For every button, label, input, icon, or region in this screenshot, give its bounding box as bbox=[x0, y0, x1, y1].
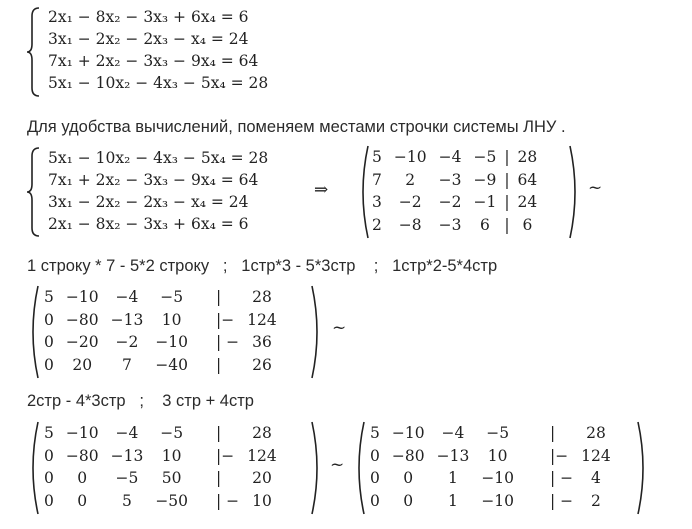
right-paren-matrix-b bbox=[310, 284, 324, 380]
note-swap-rows: Для удобства вычислений, поменяем местами строчки системы ЛНУ . bbox=[27, 118, 566, 136]
matrix-cell: 0 bbox=[44, 491, 54, 510]
matrix-separator: |− bbox=[550, 446, 569, 465]
left-brace-system2 bbox=[26, 146, 42, 238]
matrix-cell: 0 bbox=[77, 491, 88, 510]
matrix-cell: 0 bbox=[370, 446, 380, 465]
matrix-cell: −9 bbox=[473, 170, 497, 189]
matrix-c-row bbox=[38, 467, 283, 490]
matrix-a-row bbox=[366, 214, 543, 237]
matrix-cell: −5 bbox=[115, 469, 139, 488]
matrix-cell: 28 bbox=[586, 424, 606, 443]
matrix-cell: 20 bbox=[72, 355, 93, 374]
note-row-operations-2: 2стр - 4*3стр ; 3 стр + 4стр bbox=[27, 392, 254, 410]
matrix-separator: | − bbox=[550, 491, 574, 510]
system1-eq-2: 3x₁ − 2x₂ − 2x₃ − x₄ = 24 bbox=[48, 30, 249, 48]
matrix-cell: 24 bbox=[517, 193, 538, 212]
matrix-a-row bbox=[366, 169, 543, 192]
matrix-cell: −3 bbox=[438, 170, 462, 189]
matrix-d-row bbox=[364, 422, 617, 445]
matrix-cell: −5 bbox=[160, 424, 184, 443]
matrix-cell: 2 bbox=[372, 215, 382, 234]
system1-eq-1: 2x₁ − 8x₂ − 3x₃ + 6x₄ = 6 bbox=[48, 8, 249, 26]
right-paren-matrix-c bbox=[310, 420, 324, 516]
matrix-cell: 124 bbox=[247, 310, 277, 329]
matrix-cell: −2 bbox=[115, 333, 139, 352]
matrix-cell: −13 bbox=[110, 310, 144, 329]
matrix-cell: 7 bbox=[372, 170, 382, 189]
matrix-cell: −13 bbox=[110, 446, 144, 465]
matrix-d-row bbox=[364, 490, 617, 513]
system2-eq-2: 7x₁ + 2x₂ − 3x₃ − 9x₄ = 64 bbox=[48, 171, 259, 189]
left-brace-system1 bbox=[26, 6, 42, 98]
matrix-cell: 0 bbox=[44, 333, 54, 352]
right-paren-matrix-a bbox=[568, 144, 582, 240]
matrix-cell: −10 bbox=[393, 148, 427, 167]
matrix-separator: | bbox=[216, 288, 222, 307]
matrix-cell: 2 bbox=[405, 170, 416, 189]
matrix-separator: | bbox=[550, 424, 556, 443]
matrix-cell: −40 bbox=[155, 355, 189, 374]
matrix-cell: −10 bbox=[65, 424, 99, 443]
matrix-cell: −4 bbox=[115, 288, 139, 307]
matrix-cell: 28 bbox=[252, 424, 272, 443]
matrix-cell: 2 bbox=[591, 491, 601, 510]
augmented-matrix-d bbox=[364, 422, 617, 512]
matrix-cell: 10 bbox=[252, 491, 272, 510]
equivalence-tilde-3: ~ bbox=[330, 455, 345, 475]
matrix-cell: −4 bbox=[115, 424, 139, 443]
matrix-cell: −20 bbox=[65, 333, 99, 352]
matrix-cell: 6 bbox=[479, 215, 490, 234]
matrix-separator: |− bbox=[216, 310, 235, 329]
matrix-cell: 36 bbox=[252, 333, 272, 352]
matrix-cell: 0 bbox=[44, 355, 54, 374]
equivalence-tilde-2: ~ bbox=[332, 318, 347, 338]
matrix-cell: 5 bbox=[122, 491, 132, 510]
matrix-b-row bbox=[38, 331, 283, 354]
matrix-cell: −3 bbox=[438, 215, 462, 234]
matrix-cell: 0 bbox=[370, 491, 380, 510]
matrix-cell: −2 bbox=[438, 193, 462, 212]
matrix-cell: −10 bbox=[391, 424, 425, 443]
equivalence-tilde-1: ~ bbox=[588, 178, 603, 198]
matrix-cell: −10 bbox=[65, 288, 99, 307]
matrix-cell: −5 bbox=[473, 148, 497, 167]
matrix-cell: 124 bbox=[247, 446, 277, 465]
matrix-cell: 1 bbox=[448, 491, 458, 510]
matrix-cell: 10 bbox=[161, 446, 182, 465]
matrix-separator: | bbox=[504, 170, 510, 189]
matrix-cell: −80 bbox=[391, 446, 425, 465]
augmented-matrix-c bbox=[38, 422, 283, 512]
matrix-d-row bbox=[364, 467, 617, 490]
matrix-cell: 0 bbox=[370, 469, 380, 488]
matrix-cell: 10 bbox=[161, 310, 182, 329]
matrix-cell: 0 bbox=[77, 469, 88, 488]
matrix-b-row bbox=[38, 286, 283, 309]
matrix-cell: −5 bbox=[486, 424, 510, 443]
matrix-a-row bbox=[366, 191, 543, 214]
system1 bbox=[48, 6, 268, 94]
matrix-separator: | − bbox=[550, 469, 574, 488]
matrix-cell: 28 bbox=[252, 288, 272, 307]
matrix-c-row bbox=[38, 490, 283, 513]
matrix-cell: 124 bbox=[581, 446, 611, 465]
matrix-cell: 3 bbox=[372, 193, 382, 212]
system2-eq-3: 3x₁ − 2x₂ − 2x₃ − x₄ = 24 bbox=[48, 193, 249, 211]
matrix-cell: 0 bbox=[403, 469, 414, 488]
matrix-cell: −1 bbox=[473, 193, 497, 212]
matrix-separator: | bbox=[216, 469, 222, 488]
matrix-cell: −10 bbox=[481, 469, 515, 488]
matrix-cell: 5 bbox=[372, 148, 382, 167]
matrix-b-row bbox=[38, 309, 283, 332]
matrix-cell: 0 bbox=[44, 469, 54, 488]
matrix-cell: 5 bbox=[44, 424, 54, 443]
matrix-separator: | − bbox=[216, 333, 240, 352]
matrix-cell: 10 bbox=[487, 446, 508, 465]
matrix-cell: −8 bbox=[398, 215, 422, 234]
matrix-cell: −10 bbox=[155, 333, 189, 352]
matrix-cell: 1 bbox=[448, 469, 458, 488]
matrix-separator: | − bbox=[216, 491, 240, 510]
matrix-separator: | bbox=[504, 215, 510, 234]
matrix-separator: | bbox=[216, 424, 222, 443]
matrix-cell: −2 bbox=[398, 193, 422, 212]
matrix-cell: −80 bbox=[65, 310, 99, 329]
matrix-cell: 0 bbox=[403, 491, 414, 510]
matrix-cell: 0 bbox=[44, 310, 54, 329]
matrix-cell: −4 bbox=[441, 424, 465, 443]
matrix-separator: | bbox=[216, 355, 222, 374]
note-row-operations-1: 1 строку * 7 - 5*2 строку ; 1стр*3 - 5*3стр ; 1стр*2-5*4стр bbox=[27, 257, 498, 275]
augmented-matrix-a bbox=[366, 146, 543, 236]
matrix-cell: 5 bbox=[44, 288, 54, 307]
matrix-separator: |− bbox=[216, 446, 235, 465]
system1-eq-3: 7x₁ + 2x₂ − 3x₃ − 9x₄ = 64 bbox=[48, 52, 259, 70]
matrix-cell: 28 bbox=[517, 148, 538, 167]
matrix-cell: 26 bbox=[252, 355, 272, 374]
matrix-cell: −10 bbox=[481, 491, 515, 510]
matrix-separator: | bbox=[504, 193, 510, 212]
matrix-cell: 7 bbox=[122, 355, 132, 374]
right-paren-matrix-d bbox=[636, 420, 650, 516]
system2-eq-1: 5x₁ − 10x₂ − 4x₃ − 5x₄ = 28 bbox=[48, 149, 269, 167]
matrix-c-row bbox=[38, 422, 283, 445]
matrix-cell: 6 bbox=[522, 215, 533, 234]
matrix-cell: −13 bbox=[436, 446, 470, 465]
matrix-cell: 20 bbox=[252, 469, 272, 488]
matrix-cell: −80 bbox=[65, 446, 99, 465]
matrix-cell: 4 bbox=[591, 469, 601, 488]
matrix-cell: −4 bbox=[438, 148, 462, 167]
implies-arrow: ⇒ bbox=[314, 180, 329, 200]
system1-eq-4: 5x₁ − 10x₂ − 4x₃ − 5x₄ = 28 bbox=[48, 74, 269, 92]
matrix-b-row bbox=[38, 354, 283, 377]
matrix-cell: 64 bbox=[517, 170, 538, 189]
matrix-cell: −5 bbox=[160, 288, 184, 307]
matrix-cell: 50 bbox=[161, 469, 182, 488]
matrix-d-row bbox=[364, 445, 617, 468]
matrix-cell: 0 bbox=[44, 446, 54, 465]
matrix-cell: 5 bbox=[370, 424, 380, 443]
matrix-a-row bbox=[366, 146, 543, 169]
matrix-cell: −50 bbox=[155, 491, 189, 510]
system2 bbox=[48, 147, 268, 235]
matrix-c-row bbox=[38, 445, 283, 468]
system2-eq-4: 2x₁ − 8x₂ − 3x₃ + 6x₄ = 6 bbox=[48, 215, 249, 233]
matrix-separator: | bbox=[504, 148, 510, 167]
augmented-matrix-b bbox=[38, 286, 283, 376]
